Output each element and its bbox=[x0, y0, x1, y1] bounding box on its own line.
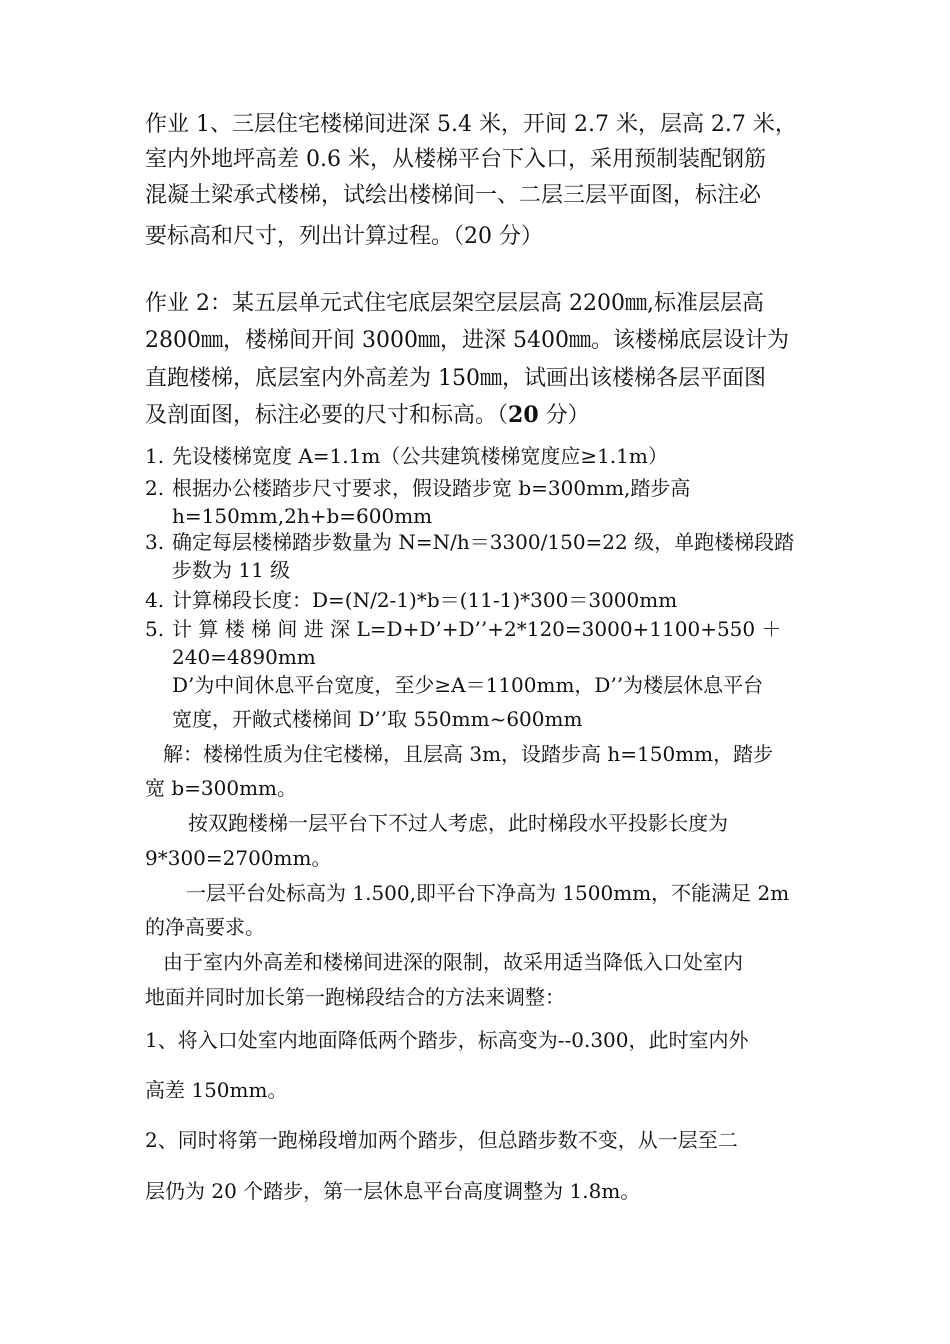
solution-line-2: 宽 b=300mm。 bbox=[145, 776, 298, 800]
step-text: 根据办公楼踏步尺寸要求，假设踏步宽 b=300mm,踏步高 bbox=[172, 476, 691, 500]
hw2-line-4 bbox=[145, 400, 590, 431]
step-number: 3. bbox=[145, 530, 165, 554]
step-text: 先设楼梯宽度 A=1.1m（公共建筑楼梯宽度应≥1.1m） bbox=[172, 444, 668, 468]
step-number: 1. bbox=[145, 444, 165, 468]
step-2-continuation: h=150mm,2h+b=600mm bbox=[172, 504, 433, 528]
step-4 bbox=[145, 585, 677, 615]
hw1-line-3: 混凝土梁承式楼梯，试绘出楼梯间一、二层三层平面图，标注必 bbox=[145, 183, 762, 208]
solution-line-11: 2、同时将第一跑梯段增加两个踏步，但总踏步数不变，从一层至二 bbox=[145, 1128, 738, 1152]
step-5 bbox=[145, 614, 782, 644]
step-1 bbox=[145, 441, 668, 471]
solution-line-7: 由于室内外高差和楼梯间进深的限制，故采用适当降低入口处室内 bbox=[163, 950, 743, 974]
hw1-line-4: 要标高和尺寸，列出计算过程。（20 分） bbox=[145, 224, 543, 249]
solution-line-3: 按双跑楼梯一层平台下不过人考虑，此时梯段水平投影长度为 bbox=[188, 811, 728, 835]
step-number: 5. bbox=[145, 617, 165, 641]
solution-line-8: 地面并同时加长第一跑梯段结合的方法来调整： bbox=[145, 985, 565, 1009]
hw2-line-2: 2800㎜，楼梯间开间 3000㎜，进深 5400㎜。该楼梯底层设计为 bbox=[145, 328, 789, 353]
hw1-line-2: 室内外地坪高差 0.6 米，从楼梯平台下入口，采用预制装配钢筋 bbox=[145, 147, 766, 172]
solution-line-12: 层仍为 20 个踏步，第一层休息平台高度调整为 1.8m。 bbox=[145, 1179, 641, 1203]
step-number: 2. bbox=[145, 476, 165, 500]
hw1-line-1: 作业 1、三层住宅楼梯间进深 5.4 米，开间 2.7 米，层高 2.7 米， bbox=[145, 112, 797, 137]
solution-line-6: 的净高要求。 bbox=[145, 915, 265, 939]
hw2-line-1: 作业 2：某五层单元式住宅底层架空层层高 2200㎜,标准层层高 bbox=[145, 291, 764, 316]
step-5-note-line-2: 宽度，开敞式楼梯间 D’’取 550mm~600mm bbox=[172, 707, 583, 731]
step-5-note-line-1: D’为中间休息平台宽度，至少≥A＝1100mm，D’’为楼层休息平台 bbox=[172, 673, 764, 697]
step-2 bbox=[145, 473, 690, 503]
step-text: 计算梯段长度：D=(N/2-1)*b＝(11-1)*300＝3000mm bbox=[172, 588, 678, 612]
hw2-line-4-suffix: 分） bbox=[538, 403, 590, 428]
solution-line-1: 解：楼梯性质为住宅楼梯，且层高 3m，设踏步高 h=150mm，踏步 bbox=[163, 742, 774, 766]
step-number: 4. bbox=[145, 588, 165, 612]
step-text: 计 算 楼 梯 间 进 深 L=D+D’+D’’+2*120=3000+1100+550 ＋ bbox=[172, 617, 782, 641]
step-3-continuation: 步数为 11 级 bbox=[172, 558, 291, 582]
step-text: 确定每层楼梯踏步数量为 N=N/h＝3300/150=22 级，单跑楼梯段踏 bbox=[172, 530, 795, 554]
solution-line-10: 高差 150mm。 bbox=[145, 1078, 288, 1102]
step-3 bbox=[145, 527, 794, 557]
hw2-score: 20 bbox=[508, 402, 539, 428]
solution-line-9: 1、将入口处室内地面降低两个踏步，标高变为--0.300，此时室内外 bbox=[145, 1028, 749, 1052]
solution-line-4: 9*300=2700mm。 bbox=[145, 846, 332, 870]
step-5-continuation: 240=4890mm bbox=[172, 645, 316, 669]
solution-line-5: 一层平台处标高为 1.500,即平台下净高为 1500mm，不能满足 2m bbox=[186, 881, 790, 905]
hw2-line-3: 直跑楼梯，底层室内外高差为 150㎜，试画出该楼梯各层平面图 bbox=[145, 366, 766, 391]
hw2-line-4-prefix: 及剖面图，标注必要的尺寸和标高。（ bbox=[145, 403, 509, 428]
